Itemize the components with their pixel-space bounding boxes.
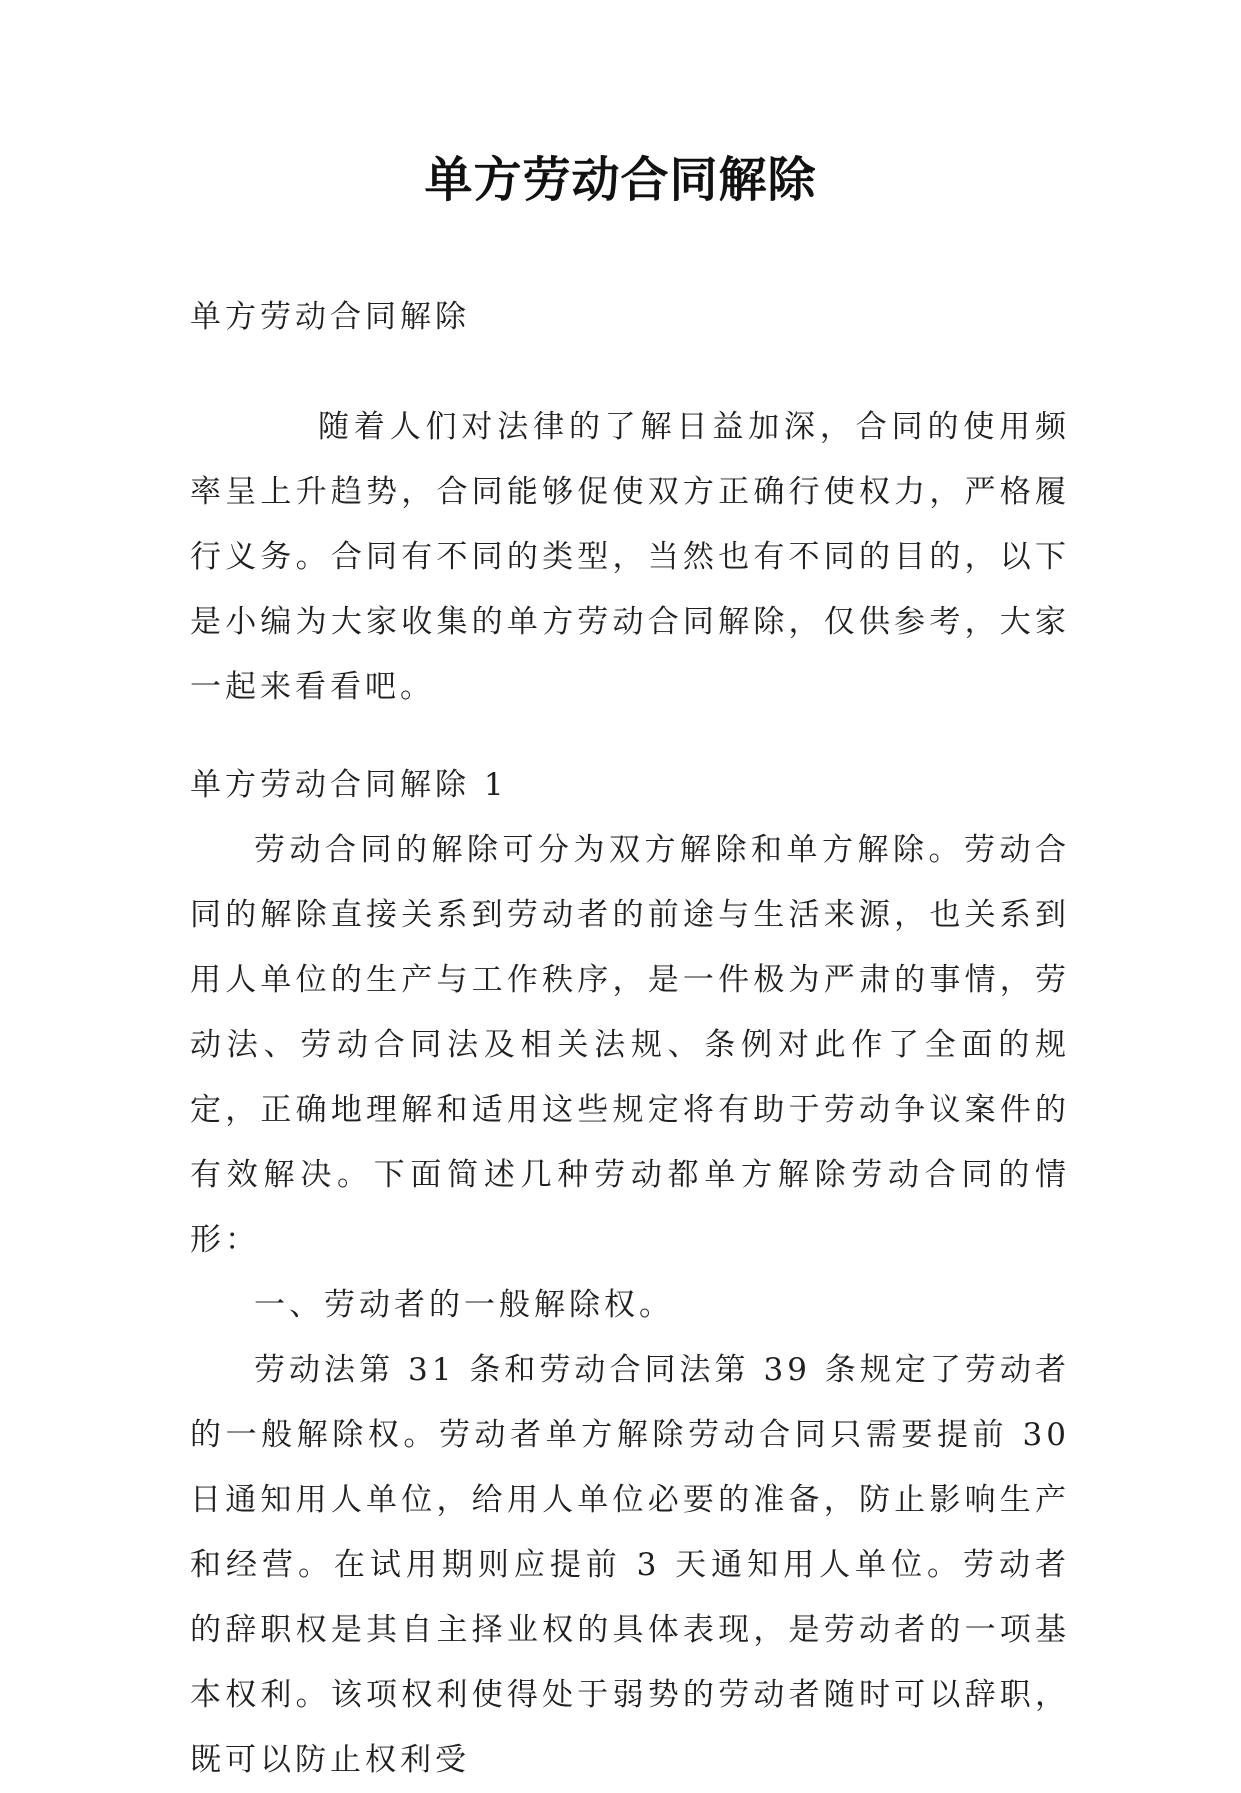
intro-paragraph: 随着人们对法律的了解日益加深，合同的使用频率呈上升趋势，合同能够促使双方正确行使权力，严格履行义务。合同有不同的类型，当然也有不同的目的，以下是小编为大家收集的单方劳动合同解除，仅供参考，大家一起来看看吧。	[190, 409, 1070, 705]
document-subtitle: 单方劳动合同解除	[190, 299, 470, 335]
body-paragraph: 劳动合同的解除可分为双方解除和单方解除。劳动合同的解除直接关系到劳动者的前途与生活来源，也关系到用人单位的生产与工作秩序，是一件极为严肃的事情，劳动法、劳动合同法及相关法规、条例对此作了全面的规定，正确地理解和适用这些规定将有助于劳动争议案件的有效解决。下面简述几种劳动都单方解除劳动合同的情形：	[190, 832, 1070, 1258]
section-heading: 单方劳动合同解除 1	[190, 767, 508, 803]
section-1	[190, 753, 1070, 1793]
document-title: 单方劳动合同解除	[424, 152, 817, 208]
list-heading: 一、劳动者的一般解除权。	[254, 1287, 674, 1323]
body-paragraph: 劳动法第 31 条和劳动合同法第 39 条规定了劳动者的一般解除权。劳动者单方解除劳动合同只需要提前 30 日通知用人单位，给用人单位必要的准备，防止影响生产和经营。在试用期则应提前 3 天通知用人单位。劳动者的辞职权是其自主择业权的具体表现，是劳动者的一项基本权利。该项权利使得处于弱势的劳动者随时可以辞职，既可以防止权利受	[190, 1352, 1070, 1778]
intro-block	[190, 395, 1070, 720]
